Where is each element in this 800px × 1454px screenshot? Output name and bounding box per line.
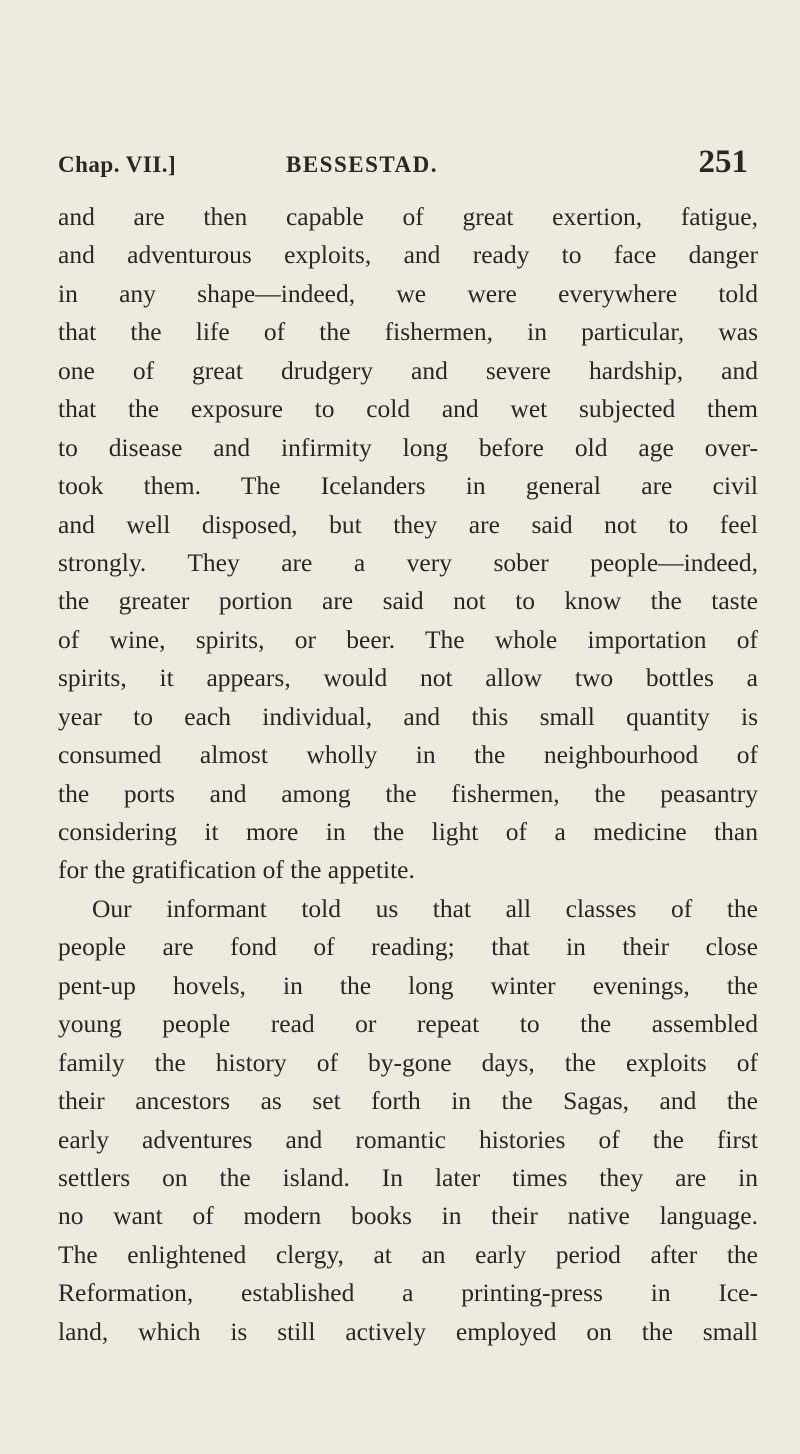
running-head: [58, 144, 748, 192]
text-line: pent-up hovels, in the long winter evenings, the: [58, 970, 758, 1000]
text-line: spirits, it appears, would not allow two bottles a: [58, 663, 758, 693]
text-line: young people read or repeat to the assembled: [58, 1009, 758, 1039]
text-line-paragraph-end: for the gratification of the appetite.: [58, 855, 415, 885]
text-line: strongly. They are a very sober people—indeed,: [58, 547, 758, 577]
text-line: settlers on the island. In later times they are in: [58, 1162, 758, 1192]
text-line: one of great drudgery and severe hardship, and: [58, 355, 758, 385]
page-number: 251: [698, 144, 748, 180]
text-line: consumed almost wholly in the neighbourhood of: [58, 740, 758, 770]
text-line: in any shape—indeed, we were everywhere told: [58, 278, 758, 308]
text-line: of wine, spirits, or beer. The whole importation of: [58, 624, 758, 654]
text-line: their ancestors as set forth in the Sagas, and the: [58, 1086, 758, 1116]
text-line: early adventures and romantic histories of the first: [58, 1124, 758, 1154]
text-line: Reformation, established a printing-press in Ice-: [58, 1278, 758, 1308]
text-line: and well disposed, but they are said not to feel: [58, 509, 758, 539]
text-line: took them. The Icelanders in general are civil: [58, 471, 758, 501]
text-line: people are fond of reading; that in their close: [58, 932, 758, 962]
body-text: [58, 198, 758, 1351]
text-line: land, which is still actively employed on the small: [58, 1316, 758, 1346]
running-title: BESSESTAD.: [286, 152, 439, 177]
text-line: the ports and among the fishermen, the peasantry: [58, 778, 758, 808]
text-line: considering it more in the light of a medicine than: [58, 817, 758, 846]
text-line: that the life of the fishermen, in particular, was: [58, 317, 758, 347]
text-line: that the exposure to cold and wet subjected them: [58, 394, 758, 424]
text-line: no want of modern books in their native language.: [58, 1201, 758, 1231]
text-line: and adventurous exploits, and ready to face danger: [58, 240, 758, 270]
text-line-paragraph-start: Our informant told us that all classes of the: [92, 893, 758, 923]
text-line: and are then capable of great exertion, fatigue,: [58, 202, 758, 231]
text-line: to disease and infirmity long before old age over-: [58, 432, 758, 462]
text-line: family the history of by-gone days, the exploits of: [58, 1047, 758, 1077]
text-line: year to each individual, and this small quantity is: [58, 701, 758, 731]
text-line: The enlightened clergy, at an early period after the: [58, 1239, 758, 1269]
chapter-label: Chap. VII.]: [58, 152, 177, 177]
text-line: the greater portion are said not to know the taste: [58, 586, 758, 616]
